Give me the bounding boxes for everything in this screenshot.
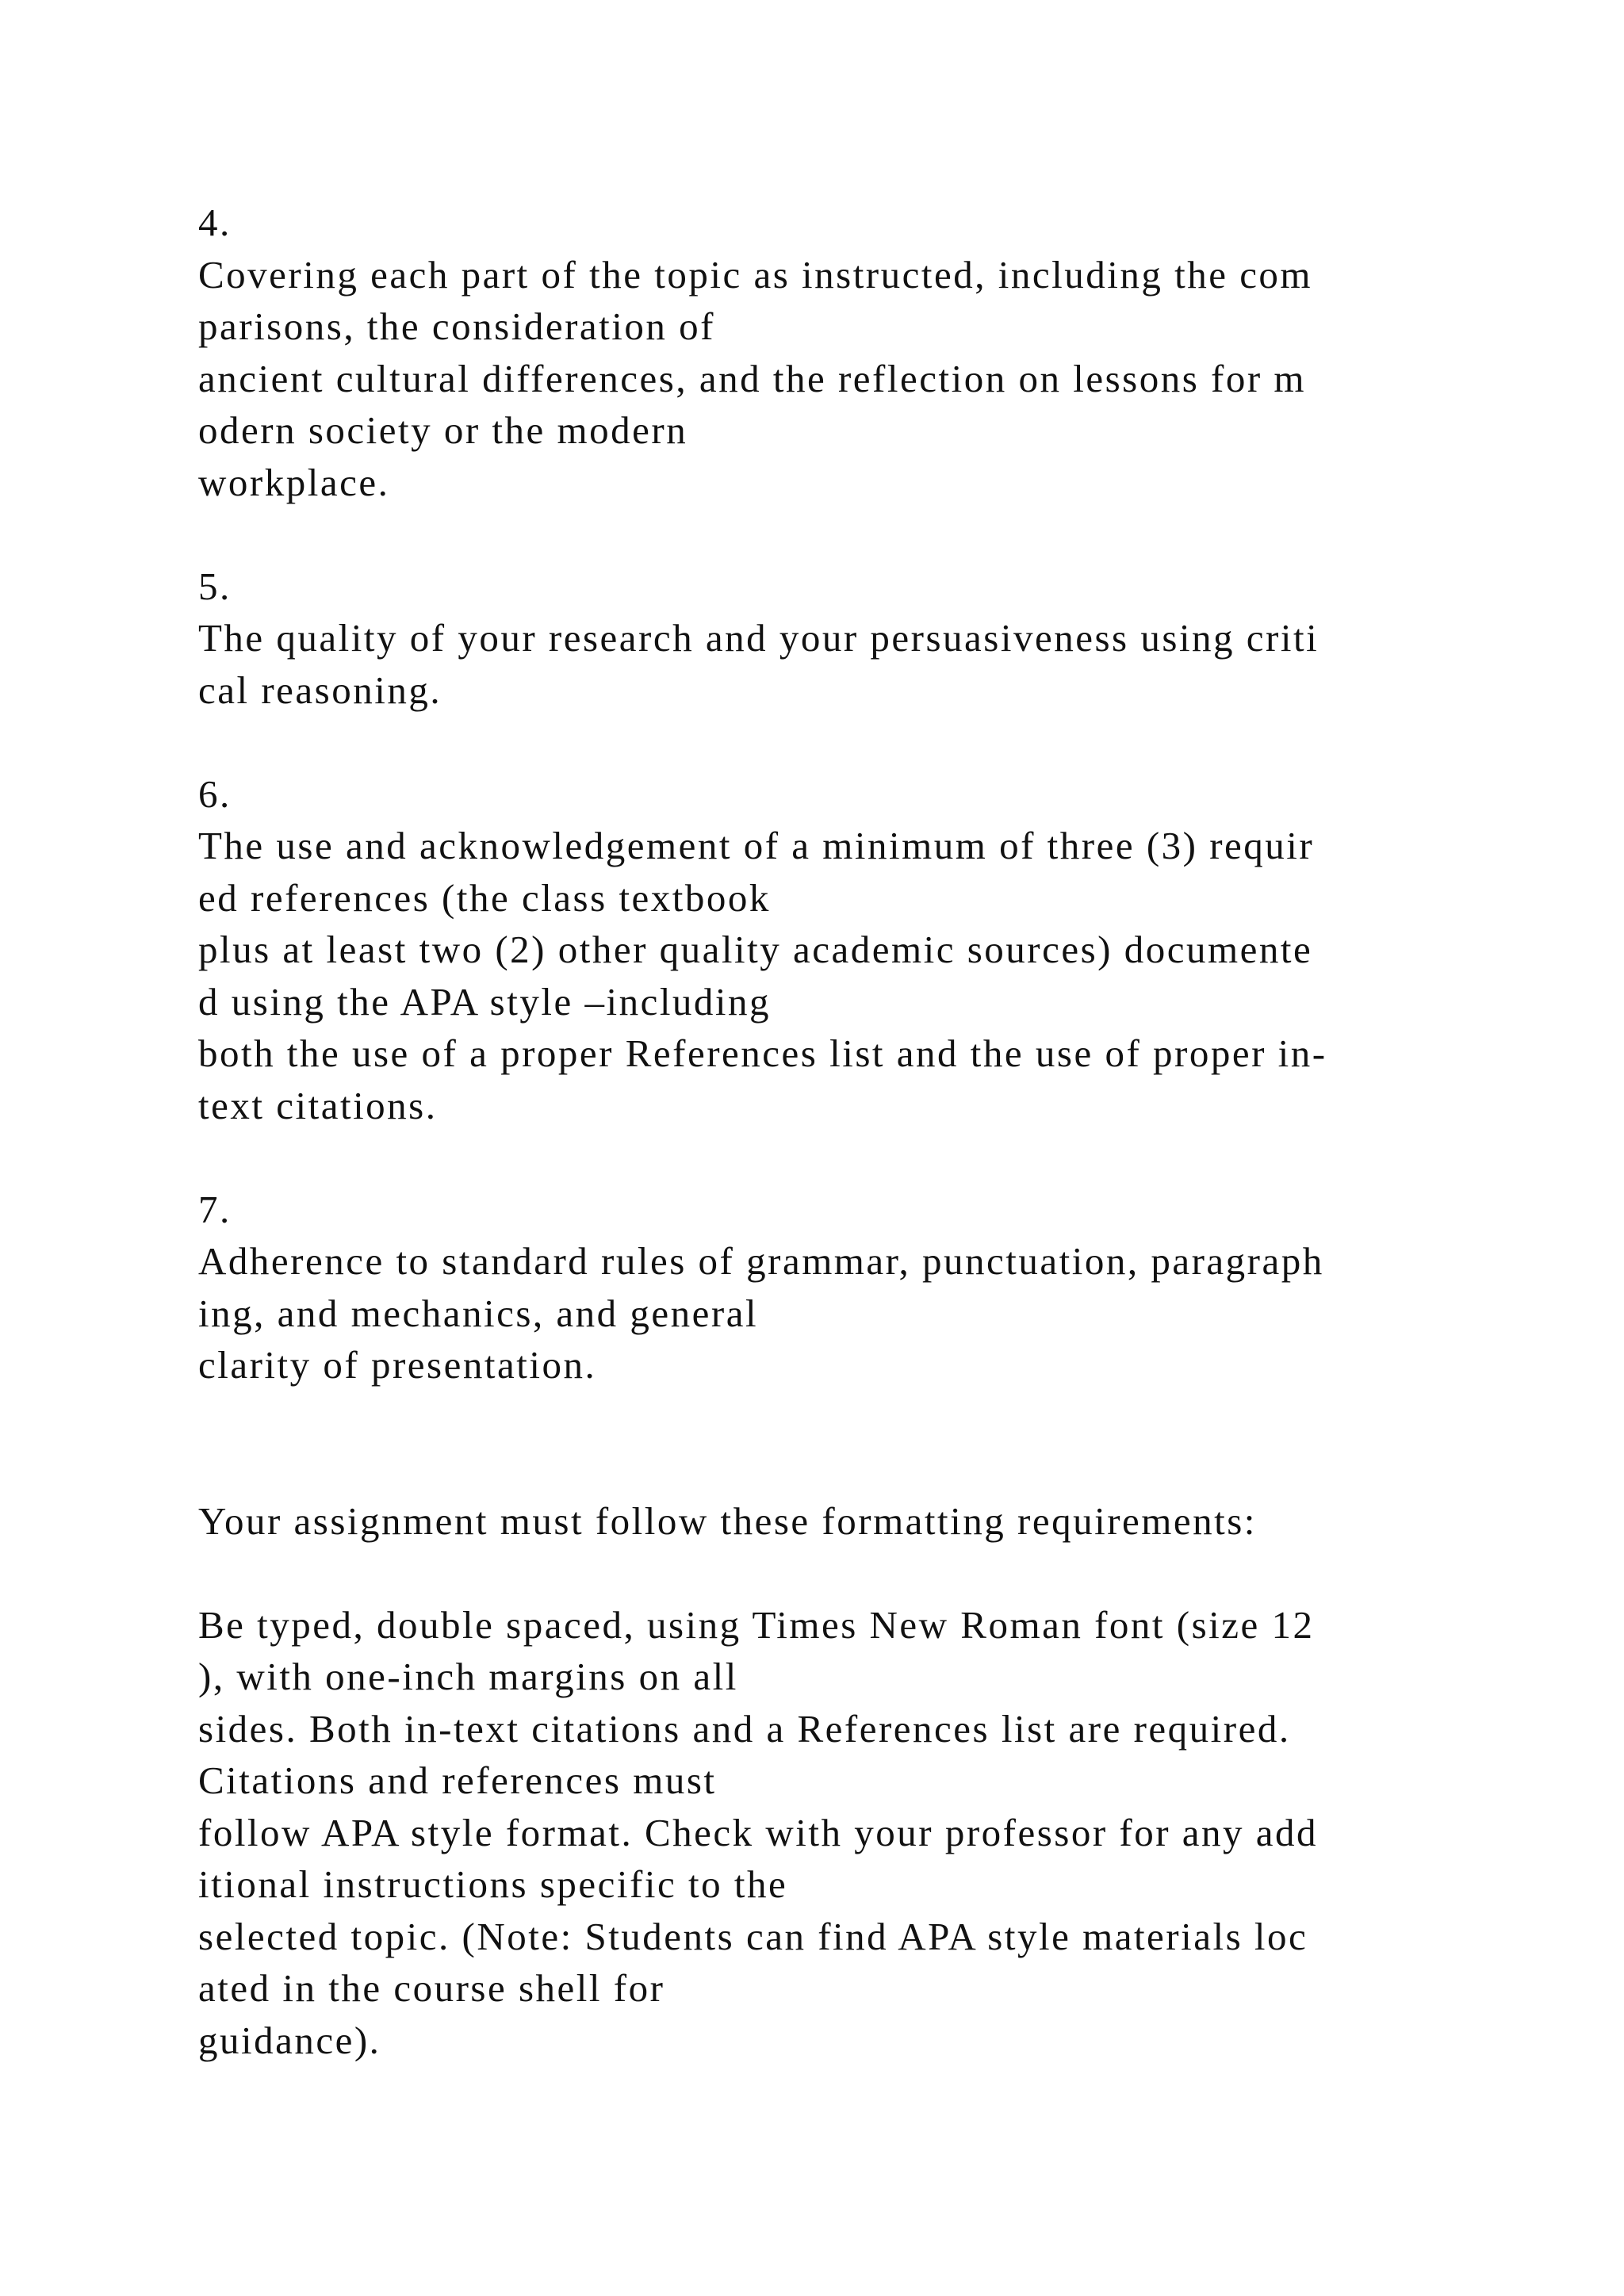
item-text-line: d using the APA style –including (198, 979, 772, 1024)
item-text-line: ing, and mechanics, and general (198, 1291, 759, 1335)
formatting-text-line: Be typed, double spaced, using Times New Roman font (size 12 (198, 1602, 1315, 1647)
item-text-line: ed references (the class textbook (198, 875, 771, 920)
blank-line (198, 1391, 1546, 1495)
item-text-line: plus at least two (2) other quality academic sources) documente (198, 928, 1313, 971)
blank-line (198, 716, 1546, 768)
item-text-line: Covering each part of the topic as instructed, including the com (198, 252, 1313, 297)
formatting-text-line: selected topic. (Note: Students can find APA style materials loc (198, 1914, 1308, 1958)
formatting-text-line: itional instructions specific to the (198, 1862, 788, 1906)
item-text-line: clarity of presentation. (198, 1343, 597, 1387)
item-text-line: text citations. (198, 1083, 438, 1127)
item-text-line: workplace. (198, 460, 390, 504)
item-text-line: parisons, the consideration of (198, 304, 715, 348)
formatting-heading: Your assignment must follow these formatting requirements: (198, 1498, 1257, 1543)
item-number: 7. (198, 1187, 232, 1231)
item-number: 6. (198, 771, 232, 816)
document-body (198, 197, 1546, 2066)
formatting-text-line: sides. Both in-text citations and a References list are required. (198, 1706, 1291, 1751)
item-text-line: The quality of your research and your persuasiveness using criti (198, 616, 1320, 660)
item-number: 5. (198, 564, 232, 608)
formatting-text-line: follow APA style format. Check with your professor for any add (198, 1810, 1319, 1854)
blank-line (198, 1547, 1546, 1599)
formatting-text-line: Citations and references must (198, 1758, 717, 1802)
item-text-line: The use and acknowledgement of a minimum of three (3) requir (198, 824, 1315, 867)
formatting-text-line: guidance). (198, 2018, 381, 2062)
formatting-text-line: ), with one-inch margins on all (198, 1655, 738, 1698)
blank-line (198, 508, 1546, 561)
formatting-text-line: ated in the course shell for (198, 1966, 665, 2010)
item-text-line: odern society or the modern (198, 408, 688, 452)
item-text-line: Adherence to standard rules of grammar, punctuation, paragraph (198, 1239, 1324, 1283)
item-number: 4. (198, 201, 232, 244)
item-text-line: ancient cultural differences, and the reflection on lessons for m (198, 356, 1307, 400)
item-text-line: cal reasoning. (198, 668, 442, 712)
item-text-line: both the use of a proper References list and the use of proper in- (198, 1031, 1327, 1075)
blank-line (198, 1131, 1546, 1184)
